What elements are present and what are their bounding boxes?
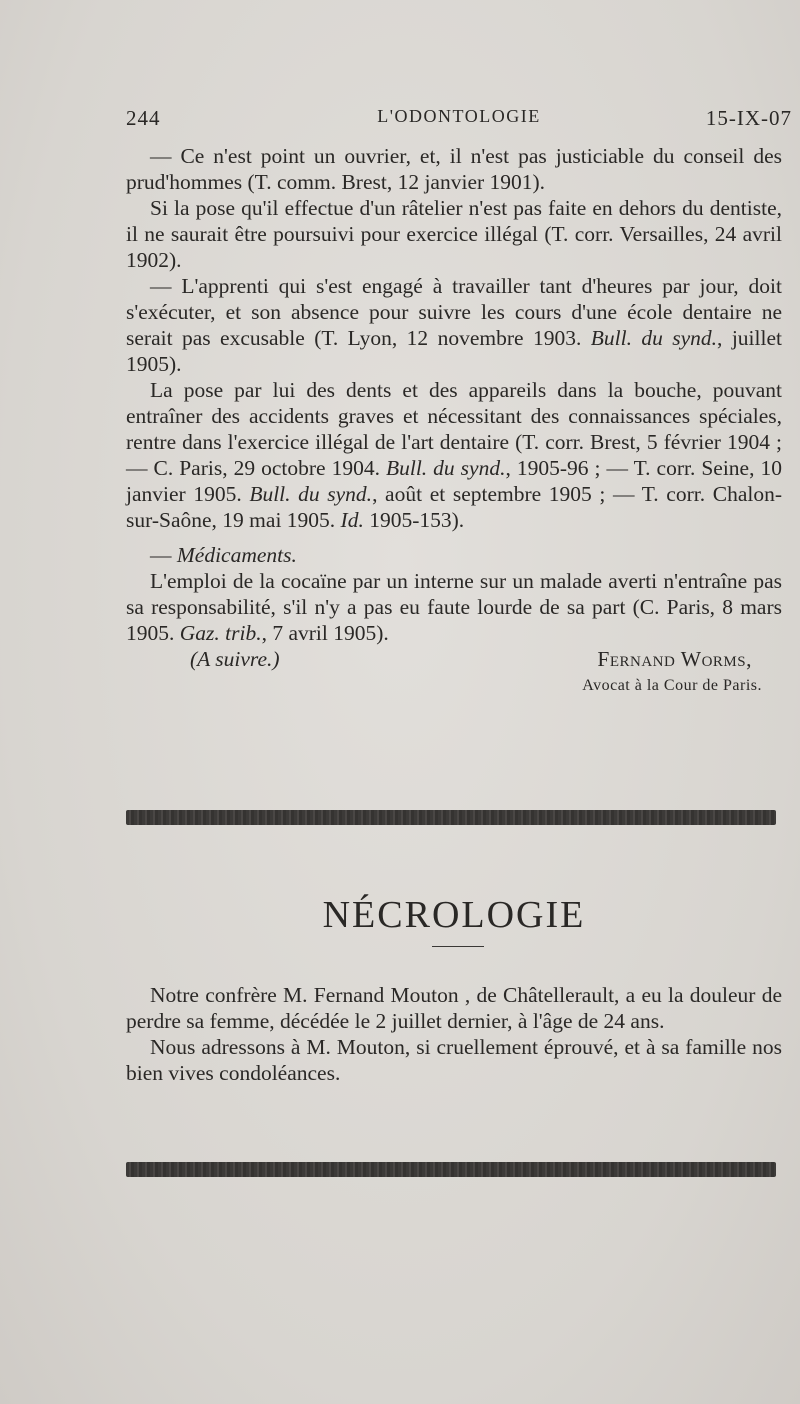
citation-italic: Id. xyxy=(340,508,364,532)
paragraph: Notre confrère M. Fernand Mouton , de Châtellerault, a eu la douleur de perdre sa femme, décédée le 2 juillet dernier, à l'âge de 24 ans. xyxy=(126,983,782,1033)
citation-italic: Bull. du synd. xyxy=(590,326,718,350)
issue-date: 15-IX-07 xyxy=(705,106,792,130)
title-underline xyxy=(432,946,484,947)
paragraph: Si la pose qu'il effectue d'un râtelier n'est pas faite en dehors du dentiste, il ne saurait être poursuivi pour exercice illégal (T. corr. Versailles, 24 avril 1902). xyxy=(126,196,782,272)
signature-block xyxy=(126,646,782,698)
author-name: Fernand Worms, xyxy=(597,647,752,671)
citation-italic: Bull. du synd. xyxy=(385,456,506,480)
text-run: — L'apprenti qui s'est engagé à travailler tant d'heures par jour, doit s'exécuter, et son absence pour suivre les cours d'une école dentaire ne serait pas excusable (T. Lyon, 12 novembre 1903. xyxy=(126,274,782,350)
text-run: , août et septembre 1905 ; — T. corr. Chalon-sur-Saône, 19 mai 1905. xyxy=(126,482,782,532)
running-header xyxy=(126,106,792,136)
paragraph xyxy=(126,273,782,377)
text-run: — xyxy=(150,543,177,567)
divider-bar xyxy=(126,810,776,825)
necrologie-body xyxy=(126,982,782,1086)
paragraph xyxy=(126,568,782,646)
author-role: Avocat à la Cour de Paris. xyxy=(582,677,762,694)
paragraph: — Ce n'est point un ouvrier, et, il n'est pas justiciable du conseil des prud'hommes (T. comm. Brest, 12 janvier 1901). xyxy=(126,144,782,194)
paragraph xyxy=(126,377,782,533)
text-run: L'emploi de la cocaïne par un interne sur un malade averti n'entraîne pas sa responsabilité, s'il n'y a pas eu faute lourde de sa part (C. Paris, 8 mars 1905. xyxy=(126,569,782,645)
a-suivre: (A suivre.) xyxy=(190,647,280,671)
citation-italic: Bull. du synd. xyxy=(249,482,373,506)
citation-italic: Gaz. trib. xyxy=(179,621,262,645)
page-number: 244 xyxy=(126,106,161,130)
section-heading-medicaments xyxy=(126,542,782,568)
text-run: 1905-153). xyxy=(363,508,465,532)
text-run: , 7 avril 1905). xyxy=(261,621,389,645)
section-title-necrologie: NÉCROLOGIE xyxy=(322,894,586,936)
text-run: La pose par lui des dents et des appareils dans la bouche, pouvant entraîner des accidents graves et nécessitant des connaissances spéciales, rentre dans l'exercice illégal de l'art dentaire (T. corr. Brest, 5 février 1904 ; — C. Paris, 29 octobre 1904. xyxy=(126,378,782,480)
text-run: , 1905-96 ; — T. corr. Seine, 10 janvier 1905. xyxy=(126,456,782,506)
journal-title: L'ODONTOLOGIE xyxy=(377,106,541,126)
divider-bar xyxy=(126,1162,776,1177)
article-body xyxy=(126,143,782,698)
paragraph: Nous adressons à M. Mouton, si cruellement éprouvé, et à sa famille nos bien vives condoléances. xyxy=(126,1035,782,1085)
heading-italic: Médicaments. xyxy=(176,543,297,567)
text-run: , juillet 1905). xyxy=(126,326,782,376)
